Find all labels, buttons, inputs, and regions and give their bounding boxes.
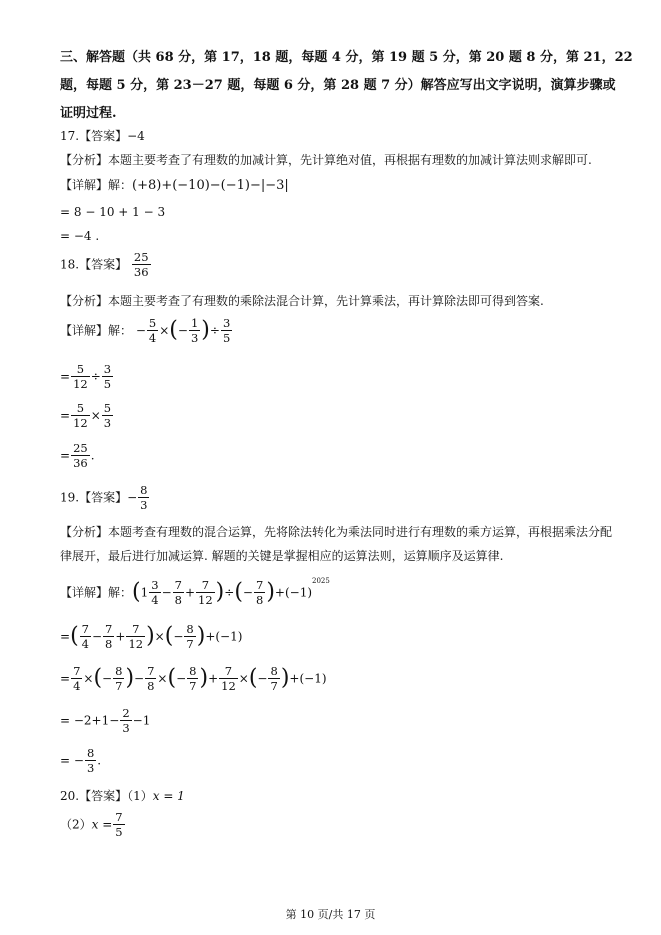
- heading-line-3: 证明过程.: [60, 106, 117, 121]
- q19-step-4: = − $\frac{8}{3}$ .: [60, 746, 102, 775]
- q20-part-2: （2）x = $\frac{7}{5}$: [60, 810, 123, 839]
- q19-detail: 【详解】解：(1 $\frac{3}{4}$ − $\frac{7}{8}$ + $\frac{7}{12}$ )÷(− $\frac{7}{8}$ )$+(-1)^{2025}$: [60, 577, 330, 607]
- q18-step-1: = $\frac{5}{12}$ ÷ $\frac{3}{5}$: [60, 362, 112, 391]
- q19-answer: 19.【答案】− $\frac{8}{3}$: [60, 483, 148, 512]
- q17-detail: 【详解】解：(+8)+(−10)−(−1)−|−3|: [60, 178, 289, 193]
- q19-step-1: =( $\frac{7}{4}$ − $\frac{7}{8}$ + $\frac{7}{12}$ )×(− $\frac{8}{7}$ )+(−1): [60, 622, 243, 651]
- q17-step-2: = −4 .: [60, 229, 100, 243]
- q19-analysis-1: 【分析】本题考查有理数的混合运算，先将除法转化为乘法同时进行有理数的乘方运算，再根据乘法分配: [60, 525, 613, 539]
- q20-answer: 20.【答案】（1）x = 1: [60, 789, 185, 803]
- q18-answer-fraction: $\frac{25}{36}$: [133, 250, 149, 279]
- q18-analysis: 【分析】本题主要考查了有理数的乘除法混合计算，先计算乘法，再计算除法即可得到答案.: [60, 294, 544, 308]
- q19-step-2: = $\frac{7}{4}$ ×(− $\frac{8}{7}$ )− $\frac{7}{8}$ ×(− $\frac{8}{7}$ )+ $\frac{7}{12}$ ×(− $\frac{8}{7}$ )+(−1): [60, 664, 327, 693]
- heading-line-1: 三、解答题（共 68 分，第 17，18 题，每题 4 分，第 19 题 5 分，第 20 题 8 分，第 21，22: [60, 50, 633, 65]
- section-heading: [60, 44, 633, 128]
- q19-answer-fraction: $\frac{8}{3}$: [140, 483, 148, 512]
- q18-answer: 18.【答案】 $\frac{25}{36}$: [60, 250, 149, 279]
- q18-step-2: = $\frac{5}{12}$ × $\frac{5}{3}$: [60, 401, 112, 430]
- q19-analysis-2: 律展开，最后进行加减运算. 解题的关键是掌握相应的运算法则，运算顺序及运算律.: [60, 549, 504, 563]
- q19-step-3: = −2+1− $\frac{2}{3}$ −1: [60, 706, 151, 735]
- q17-analysis: 【分析】本题主要考查了有理数的加减计算，先计算绝对值，再根据有理数的加减计算法则求解即可.: [60, 153, 592, 167]
- q17-step-1: = 8 − 10 + 1 − 3: [60, 205, 166, 219]
- heading-line-2: 题，每题 5 分，第 23－27 题，每题 6 分，第 28 题 7 分）解答应写出文字说明，演算步骤或: [60, 78, 616, 93]
- q18-step-3: = $\frac{25}{36}$ .: [60, 441, 95, 470]
- q18-detail: 【详解】解： − $\frac{5}{4}$ ×(− $\frac{1}{3}$ )÷ $\frac{3}{5}$: [60, 316, 231, 345]
- q17-answer: 17.【答案】−4: [60, 129, 145, 143]
- page-footer: 第 10 页/共 17 页: [285, 908, 376, 921]
